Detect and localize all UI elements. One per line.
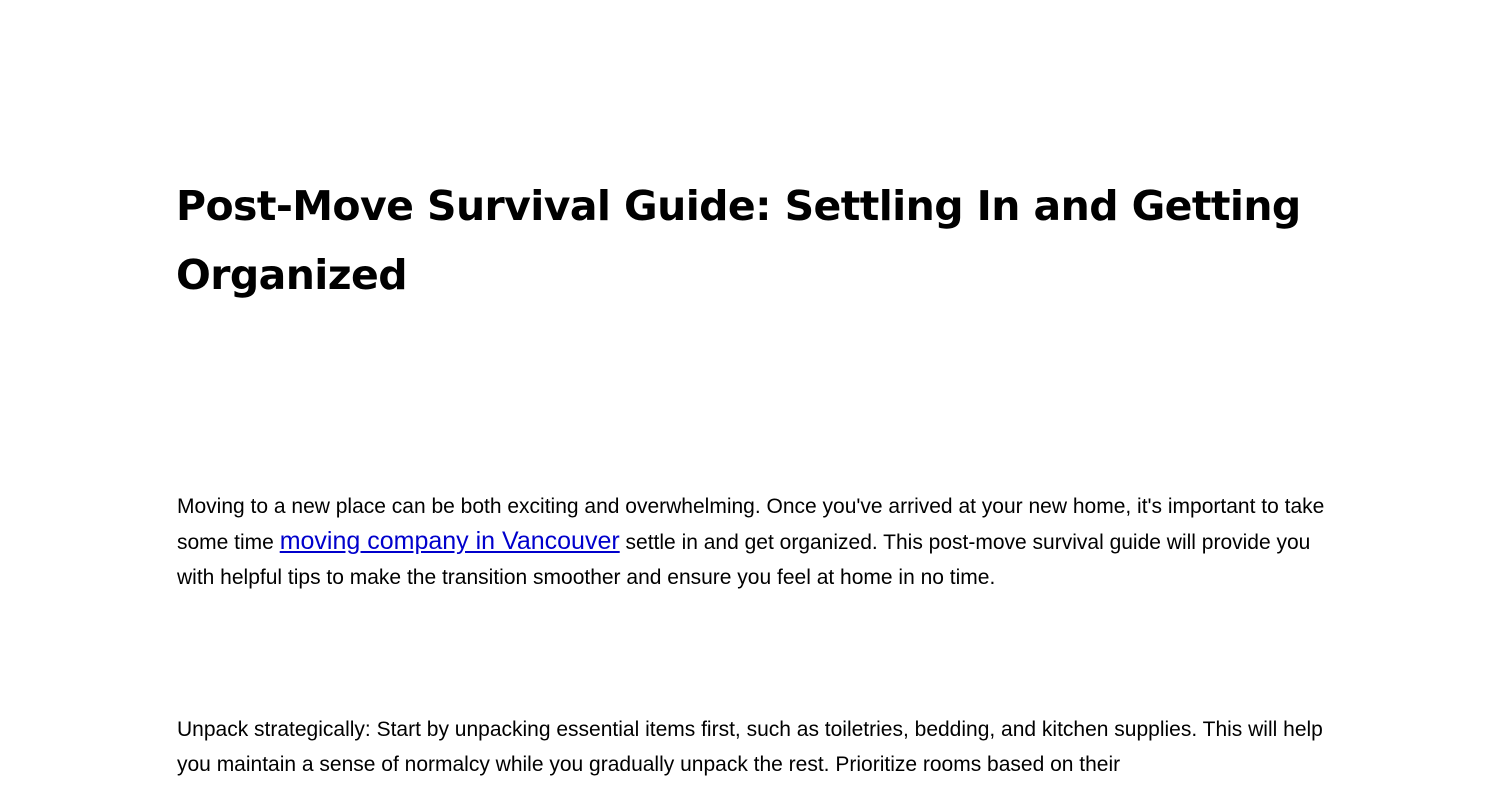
- moving-company-link[interactable]: moving company in Vancouver: [279, 527, 620, 555]
- unpack-paragraph: Unpack strategically: Start by unpacking essential items first, such as toiletries, bedding, and kitchen supplies. This will help you maintain a sense of normalcy while you gradually unpack the rest. Prioritize rooms based on their: [177, 718, 1323, 776]
- page-title: Post-Move Survival Guide: Settling In and Getting Organized: [176, 182, 1301, 299]
- intro-paragraph: [177, 489, 1337, 595]
- intro-text-after-link: settle in and get organized. This post-move survival guide will provide you with helpful tips to make the transition smoother and ensure you feel at home in no time.: [177, 531, 1311, 589]
- intro-text-before-link: Moving to a new place can be both exciting and overwhelming. Once you've arrived at your new home, it's important to take some time: [177, 495, 1325, 554]
